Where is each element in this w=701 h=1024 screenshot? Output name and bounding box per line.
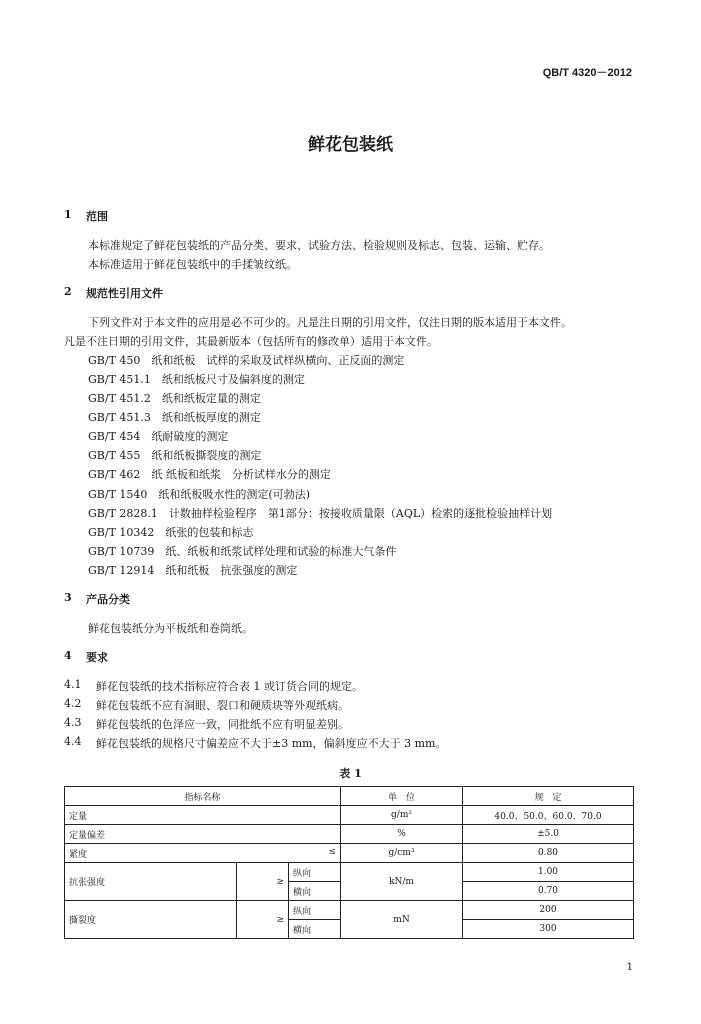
header-spec: 规 定 — [463, 787, 634, 806]
row-unit: mN — [341, 901, 463, 939]
table-row — [65, 901, 634, 920]
table-row — [65, 825, 634, 844]
spec-table — [64, 786, 634, 939]
section-1-paragraph-2: 本标准适用于鲜花包装纸中的手揉皱纹纸。 — [88, 258, 297, 271]
table-row — [65, 844, 634, 863]
section-4-heading: 要求 — [86, 651, 108, 664]
section-2-heading: 规范性引用文件 — [86, 287, 163, 300]
clause-text: 鲜花包装纸不应有洞眼、裂口和硬质块等外观纸病。 — [96, 699, 349, 712]
reference-item: GB/T 10739 纸、纸板和纸浆试样处理和试验的标准大气条件 — [88, 545, 397, 558]
row-name: 定量偏差 — [65, 825, 341, 844]
row-name: 抗张强度 — [65, 863, 237, 901]
page-number: 1 — [626, 962, 633, 973]
reference-item: GB/T 454 纸耐破度的测定 — [88, 430, 229, 443]
row-value: 200 — [463, 901, 634, 920]
reference-item: GB/T 451.1 纸和纸板尺寸及偏斜度的测定 — [88, 373, 305, 386]
direction-label: 横向 — [289, 882, 341, 901]
page-title: 鲜花包装纸 — [308, 135, 393, 155]
row-unit: g/cm³ — [341, 844, 463, 863]
row-value: 1.00 — [463, 863, 634, 882]
section-1-number: 1 — [64, 208, 72, 221]
direction-label: 横向 — [289, 920, 341, 939]
row-name: 定量 — [65, 806, 341, 825]
row-unit: % — [341, 825, 463, 844]
section-2-paragraph-line-2: 凡是不注日期的引用文件，其最新版本（包括所有的修改单）适用于本文件。 — [64, 335, 438, 348]
table-row — [65, 806, 634, 825]
row-unit: kN/m — [341, 863, 463, 901]
reference-item: GB/T 10342 纸张的包装和标志 — [88, 526, 254, 539]
reference-item: GB/T 2828.1 计数抽样检验程序 第1部分：按接收质量限（AQL）检索的逐批检验抽样计划 — [88, 507, 553, 520]
section-2-number: 2 — [64, 285, 72, 298]
reference-item: GB/T 455 纸和纸板撕裂度的测定 — [88, 449, 262, 462]
section-4-number: 4 — [64, 649, 72, 662]
reference-item: GB/T 451.3 纸和纸板厚度的测定 — [88, 411, 261, 424]
clause-text: 鲜花包装纸的规格尺寸偏差应不大于±3 mm，偏斜度应不大于 3 mm。 — [96, 737, 447, 750]
direction-label: 纵向 — [289, 901, 341, 920]
table-header-row — [65, 787, 634, 806]
header-unit: 单 位 — [341, 787, 463, 806]
row-operator: ≥ — [237, 863, 289, 901]
clause-number: 4.3 — [64, 716, 82, 729]
clause-text: 鲜花包装纸的色泽应一致，同批纸不应有明显差别。 — [96, 718, 349, 731]
reference-item: GB/T 450 纸和纸板 试样的采取及试样纵横向、正反面的测定 — [88, 354, 405, 367]
row-operator: ≥ — [237, 901, 289, 939]
table-caption: 表 1 — [339, 767, 362, 780]
clause-number: 4.2 — [64, 697, 82, 710]
row-name: 撕裂度 — [65, 901, 237, 939]
row-name-cell — [65, 844, 341, 863]
row-value: 0.80 — [463, 844, 634, 863]
reference-item: GB/T 462 纸 纸板和纸浆 分析试样水分的测定 — [88, 468, 331, 481]
section-3-number: 3 — [64, 591, 72, 604]
reference-item: GB/T 451.2 纸和纸板定量的测定 — [88, 392, 261, 405]
header-name: 指标名称 — [65, 787, 341, 806]
section-3-paragraph: 鲜花包装纸分为平板纸和卷筒纸。 — [88, 622, 253, 635]
reference-item: GB/T 12914 纸和纸板 抗张强度的测定 — [88, 564, 298, 577]
section-1-heading: 范围 — [86, 210, 108, 223]
row-value: ±5.0 — [463, 825, 634, 844]
row-operator: ≤ — [328, 846, 337, 857]
clause-number: 4.4 — [64, 735, 82, 748]
row-value: 0.70 — [463, 882, 634, 901]
clause-number: 4.1 — [64, 678, 82, 691]
reference-item: GB/T 1540 纸和纸板吸水性的测定(可勃法) — [88, 488, 310, 501]
section-2-paragraph-line-1: 下列文件对于本文件的应用是必不可少的。凡是注日期的引用文件，仅注日期的版本适用于本文件。 — [88, 316, 572, 329]
table-row — [65, 863, 634, 882]
clause-text: 鲜花包装纸的技术指标应符合表 1 或订货合同的规定。 — [96, 680, 363, 693]
row-unit: g/m² — [341, 806, 463, 825]
row-name: 紧度 — [69, 849, 88, 860]
row-value: 40.0、50.0、60.0、70.0 — [463, 806, 634, 825]
section-1-paragraph-1: 本标准规定了鲜花包装纸的产品分类、要求、试验方法、检验规则及标志、包装、运输、贮存。 — [88, 239, 550, 252]
row-value: 300 — [463, 920, 634, 939]
section-3-heading: 产品分类 — [86, 593, 130, 606]
standard-number: QB/T 4320－2012 — [542, 67, 632, 79]
direction-label: 纵向 — [289, 863, 341, 882]
